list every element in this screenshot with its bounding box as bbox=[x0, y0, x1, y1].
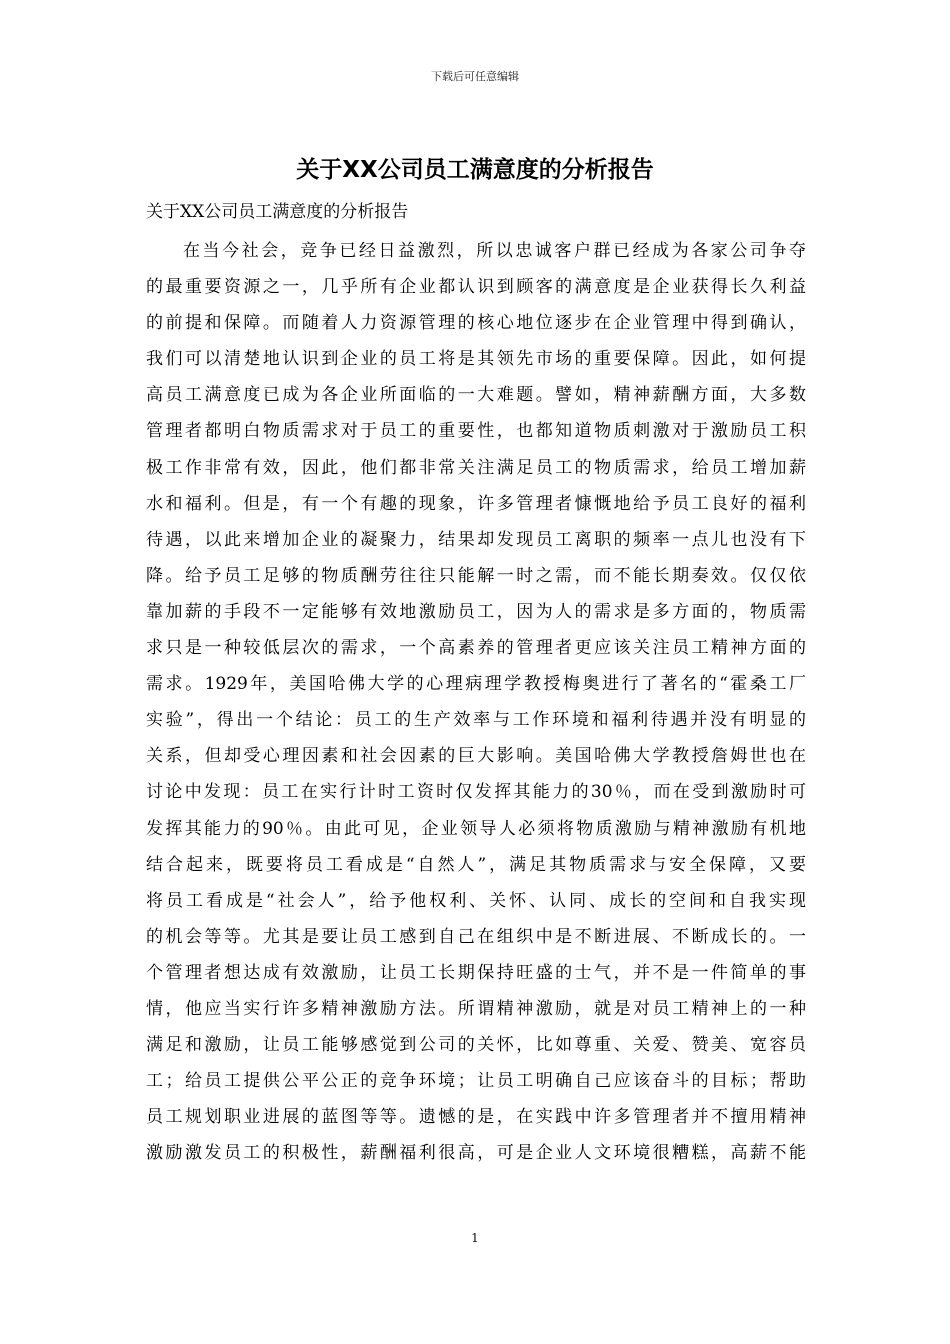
paragraph-line: 待遇，以此来增加企业的凝聚力，结果却发现员工离职的频率一点儿也没有下 bbox=[146, 529, 806, 550]
paragraph-line: 的前提和保障。而随着人力资源管理的核心地位逐步在企业管理中得到确认， bbox=[146, 313, 806, 334]
document-title: 关于XX公司员工满意度的分析报告 bbox=[296, 157, 654, 183]
paragraph-line: 实验”，得出一个结论：员工的生产效率与工作环境和福利待遇并没有明显的 bbox=[146, 710, 806, 731]
paragraph-line: 水和福利。但是，有一个有趣的现象，许多管理者慷慨地给予员工良好的福利 bbox=[146, 493, 806, 514]
paragraph-line: 在当今社会，竞争已经日益激烈，所以忠诚客户群已经成为各家公司争夺 bbox=[183, 241, 806, 261]
page-number: 1 bbox=[471, 1231, 479, 1245]
paragraph-line: 的机会等等。尤其是要让员工感到自己在组织中是不断进展、不断成长的。一 bbox=[146, 926, 806, 947]
paragraph-line: 降。给予员工足够的物质酬劳往往只能解一时之需，而不能长期奏效。仅仅依 bbox=[146, 565, 806, 586]
paragraph-line: 满足和激励，让员工能够感觉到公司的关怀，比如尊重、关爱、赞美、宽容员 bbox=[146, 1035, 806, 1056]
document-subtitle: 关于XX公司员工满意度的分析报告 bbox=[146, 202, 409, 222]
paragraph-line: 我们可以清楚地认识到企业的员工将是其领先市场的重要保障。因此，如何提 bbox=[146, 349, 806, 370]
paragraph-line: 讨论中发现：员工在实行计时工资时仅发挥其能力的30％，而在受到激励时可 bbox=[146, 782, 806, 803]
body-paragraph bbox=[146, 233, 806, 1171]
paragraph-line: 情，他应当实行许多精神激励方法。所谓精神激励，就是对员工精神上的一种 bbox=[146, 998, 806, 1019]
paragraph-line: 激励激发员工的积极性，薪酬福利很高，可是企业人文环境很糟糕，高薪不能 bbox=[146, 1143, 806, 1164]
paragraph-line: 的最重要资源之一，几乎所有企业都认识到顾客的满意度是企业获得长久利益 bbox=[146, 277, 806, 298]
paragraph-line: 靠加薪的手段不一定能够有效地激励员工，因为人的需求是多方面的，物质需 bbox=[146, 601, 806, 622]
header-note: 下载后可任意编辑 bbox=[431, 70, 519, 83]
paragraph-line: 关系，但却受心理因素和社会因素的巨大影响。美国哈佛大学教授詹姆世也在 bbox=[146, 746, 806, 767]
paragraph-line: 将员工看成是“社会人”，给予他权利、关怀、认同、成长的空间和自我实现 bbox=[146, 890, 806, 911]
paragraph-line: 个管理者想达成有效激励，让员工长期保持旺盛的士气，并不是一件简单的事 bbox=[146, 962, 806, 983]
paragraph-line: 结合起来，既要将员工看成是“自然人”，满足其物质需求与安全保障，又要 bbox=[146, 854, 806, 875]
paragraph-line: 需求。1929年，美国哈佛大学的心理病理学教授梅奥进行了著名的“霍桑工厂 bbox=[146, 674, 806, 695]
paragraph-line: 管理者都明白物质需求对于员工的重要性，也都知道物质刺激对于激励员工积 bbox=[146, 421, 806, 442]
paragraph-line: 极工作非常有效，因此，他们都非常关注满足员工的物质需求，给员工增加薪 bbox=[146, 457, 806, 478]
paragraph-line: 高员工满意度已成为各企业所面临的一大难题。譬如，精神薪酬方面，大多数 bbox=[146, 385, 806, 406]
paragraph-line: 发挥其能力的90％。由此可见，企业领导人必须将物质激励与精神激励有机地 bbox=[146, 818, 806, 839]
paragraph-line: 工；给员工提供公平公正的竞争环境；让员工明确自己应该奋斗的目标；帮助 bbox=[146, 1071, 806, 1092]
paragraph-line: 求只是一种较低层次的需求，一个高素养的管理者更应该关注员工精神方面的 bbox=[146, 638, 806, 659]
paragraph-line: 员工规划职业进展的蓝图等等。遗憾的是，在实践中许多管理者并不擅用精神 bbox=[146, 1107, 806, 1128]
